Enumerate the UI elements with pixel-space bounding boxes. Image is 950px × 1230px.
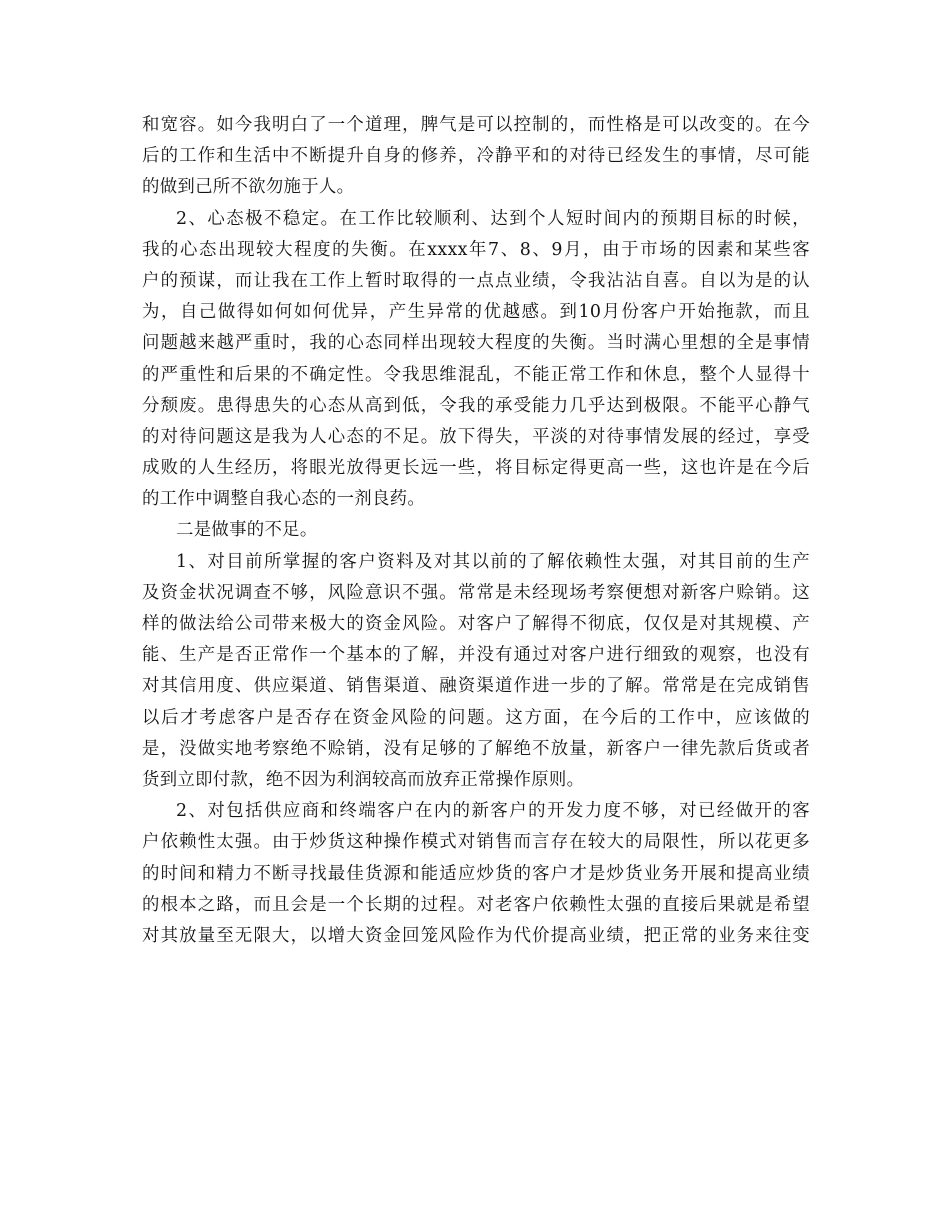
text-line: 及资金状况调查不够，风险意识不强。常常是未经现场考察便想对新客户赊销。这 [142, 582, 810, 603]
text-line: 我的心态出现较大程度的失衡。在xxxx年7、8、9月，由于市场的因素和某些客 [142, 239, 810, 260]
text-line: 的工作中调整自我心态的一剂良药。 [142, 489, 426, 510]
text-line: 的对待问题这是我为人心态的不足。放下得失，平淡的对待事情发展的经过，享受 [142, 426, 810, 447]
text-line: 能、生产是否正常作一个基本的了解，并没有通过对客户进行细致的观察，也没有 [142, 645, 810, 666]
text-line: 以后才考虑客户是否存在资金风险的问题。这方面，在今后的工作中，应该做的 [142, 707, 810, 728]
text-line: 成败的人生经历，将眼光放得更长远一些，将目标定得更高一些，这也许是在今后 [142, 458, 810, 479]
text-line: 的做到己所不欲勿施于人。 [142, 177, 355, 198]
text-line: 问题越来越严重时，我的心态同样出现较大程度的失衡。当时满心里想的全是事情 [142, 333, 810, 354]
text-line: 和宽容。如今我明白了一个道理，脾气是可以控制的，而性格是可以改变的。在今 [142, 115, 810, 135]
text-line: 户依赖性太强。由于炒货这种操作模式对销售而言存在较大的局限性，所以花更多 [142, 832, 810, 853]
text-line: 为，自己做得如何如何优异，产生异常的优越感。到10月份客户开始拖款，而且 [142, 302, 810, 323]
text-line: 1、对目前所掌握的客户资料及对其以前的了解依赖性太强，对其目前的生产 [176, 551, 810, 572]
text-line: 2、心态极不稳定。在工作比较顺利、达到个人短时间内的预期目标的时候， [176, 208, 810, 229]
text-line: 2、对包括供应商和终端客户在内的新客户的开发力度不够，对已经做开的客 [176, 801, 810, 822]
text-line: 样的做法给公司带来极大的资金风险。对客户了解得不彻底，仅仅是对其规模、产 [142, 614, 810, 634]
text-line: 对其信用度、供应渠道、销售渠道、融资渠道作进一步的了解。常常是在完成销售 [142, 676, 810, 697]
text-line: 的时间和精力不断寻找最佳货源和能适应炒货的客户才是炒货业务开展和提高业绩 [142, 863, 810, 884]
document-body [142, 110, 810, 952]
text-line: 是，没做实地考察绝不赊销，没有足够的了解绝不放量，新客户一律先款后货或者 [142, 738, 810, 759]
text-line: 户的预谋，而让我在工作上暂时取得的一点点业绩，令我沾沾自喜。自以为是的认 [142, 270, 810, 291]
text-line: 分颓废。患得患失的心态从高到低，令我的承受能力几乎达到极限。不能平心静气 [142, 395, 810, 416]
text-line: 对其放量至无限大，以增大资金回笼风险作为代价提高业绩，把正常的业务来往变 [142, 925, 810, 946]
text-line: 货到立即付款，绝不因为利润较高而放弃正常操作原则。 [142, 769, 585, 790]
text-line: 二是做事的不足。 [176, 520, 318, 541]
text-line: 的严重性和后果的不确定性。令我思维混乱，不能正常工作和休息，整个人显得十 [142, 364, 810, 385]
text-line: 的根本之路，而且会是一个长期的过程。对老客户依赖性太强的直接后果就是希望 [142, 894, 810, 915]
text-line: 后的工作和生活中不断提升自身的修养，冷静平和的对待已经发生的事情，尽可能 [142, 146, 810, 167]
